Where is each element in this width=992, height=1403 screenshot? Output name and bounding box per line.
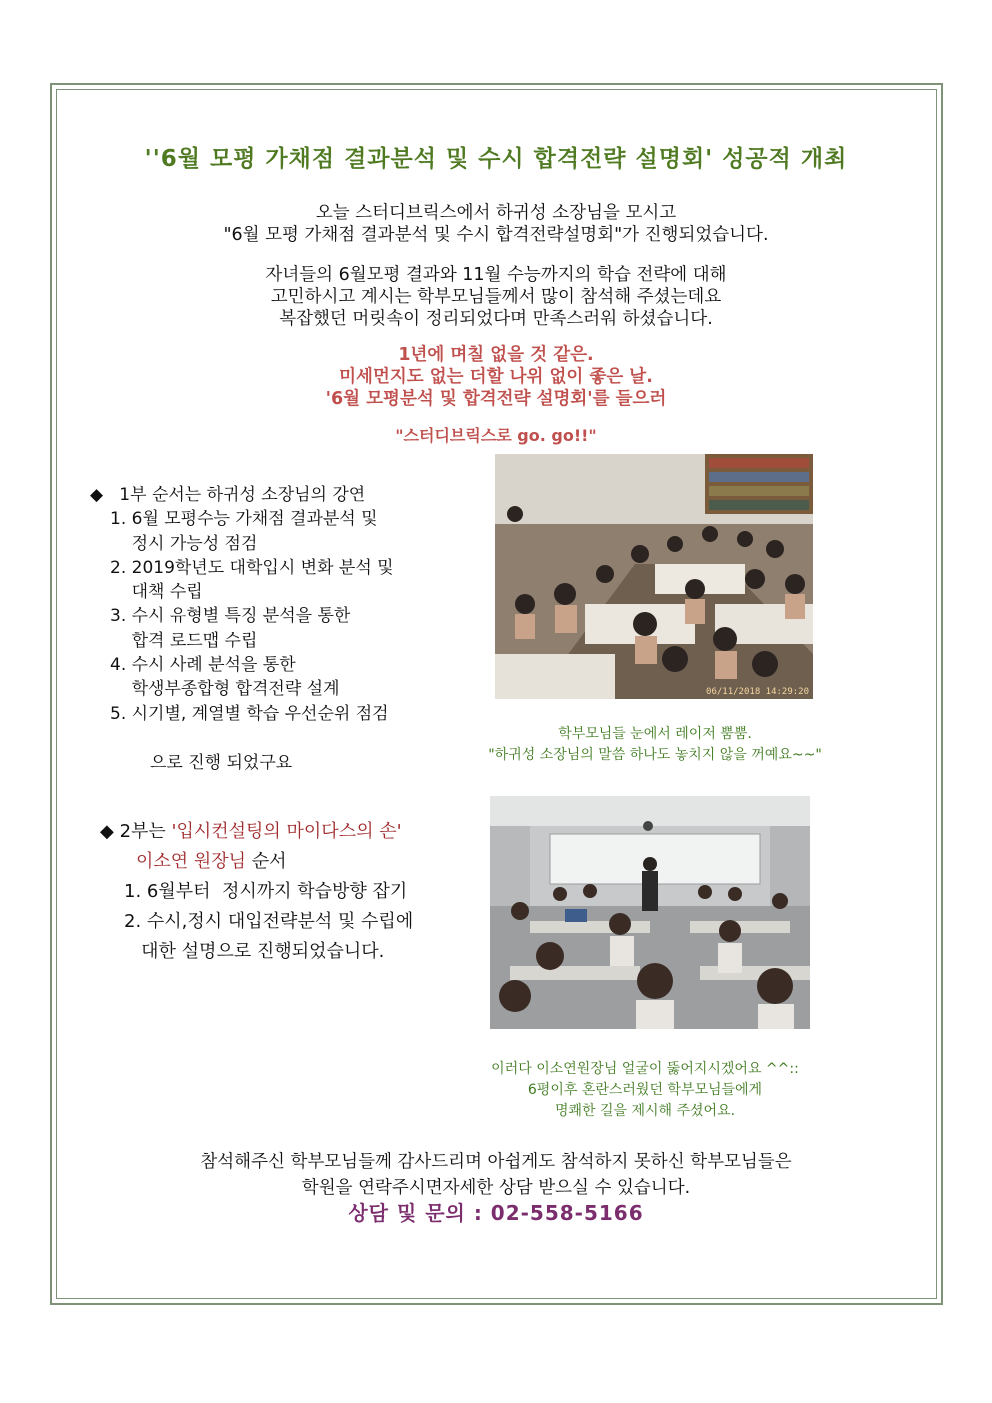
presentation-photo	[490, 796, 810, 1029]
go-slogan: "스터디브릭스로 go. go!!"	[395, 426, 597, 445]
part2-speaker	[100, 847, 413, 877]
description-text	[60, 264, 932, 330]
program-item: 4. 수시 사례 분석을 통한	[110, 655, 296, 676]
lecture-photo	[495, 454, 813, 699]
lecture-photo-illustration	[495, 454, 813, 699]
highlight-text	[60, 344, 932, 410]
program-item: 1. 6월 모평수능 가채점 결과분석 및	[110, 509, 378, 530]
closing-text	[60, 1149, 932, 1201]
presentation-photo-illustration	[490, 796, 810, 1029]
part2-heading-accent: '입시컨설팅의 마이다스의 손'	[171, 821, 402, 842]
caption-line: "하귀성 소장님의 말씀 하나도 놓치지 않을 꺼예요~~"	[488, 747, 822, 763]
part1-program	[90, 483, 394, 726]
part1-heading	[90, 483, 394, 507]
page-title: ''6월 모평 가채점 결과분석 및 수시 합격전략 설명회' 성공적 개최	[144, 146, 848, 172]
caption-line: 이러다 이소연원장님 얼굴이 뚫어지시겠어요 ^^::	[491, 1061, 799, 1077]
program-item: 1. 6월부터 정시까지 학습방향 잡기	[124, 881, 408, 902]
program-item: 정시 가능성 점검	[110, 533, 258, 554]
program-item: 학생부종합형 합격전략 설계	[110, 679, 340, 700]
description-line: 고민하시고 계시는 학부모님들께서 많이 참석해 주셨는데요	[270, 287, 722, 307]
part2-heading-prefix: 2부는	[119, 821, 172, 842]
diamond-bullet-icon: ◆	[90, 485, 104, 505]
diamond-bullet-icon: ◆	[100, 821, 114, 842]
part2-heading	[100, 817, 413, 847]
program-item: 2. 2019학년도 대학입시 변화 분석 및	[110, 557, 394, 578]
highlight-line: 1년에 며칠 없을 것 같은.	[398, 345, 594, 365]
lecture-photo-caption	[465, 724, 845, 766]
intro-text	[60, 202, 932, 246]
part1-closing: 으로 진행 되었구요	[150, 753, 293, 773]
program-item: 2. 수시,정시 대입전략분석 및 수립에	[124, 911, 414, 932]
speaker-name: 이소연 원장님	[136, 851, 247, 872]
speaker-suffix: 순서	[246, 851, 287, 872]
highlight-line: '6월 모평분석 및 합격전략 설명회'를 들으러	[325, 389, 667, 409]
description-line: 복잡했던 머릿속이 정리되었다며 만족스러워 하셨습니다.	[279, 309, 713, 329]
part2-program	[100, 817, 413, 967]
photo-timestamp: 06/11/2018 14:29:20	[706, 687, 809, 697]
program-item: 대책 수립	[110, 582, 203, 603]
program-item: 5. 시기별, 계열별 학습 우선순위 점검	[110, 703, 389, 724]
caption-line: 6평이후 혼란스러웠던 학부모님들에게	[527, 1082, 763, 1098]
closing-line: 학원을 연락주시면자세한 상담 받으실 수 있습니다.	[301, 1178, 691, 1198]
presentation-photo-caption	[460, 1059, 830, 1122]
program-item: 합격 로드맵 수립	[110, 630, 258, 651]
contact-phone[interactable]: 02-558-5166	[490, 1201, 644, 1225]
intro-line: 오늘 스터디브릭스에서 하귀성 소장님을 모시고	[315, 203, 677, 223]
closing-line: 참석해주신 학부모님들께 감사드리며 아쉽게도 참석하지 못하신 학부모님들은	[200, 1152, 792, 1172]
intro-line: "6월 모평 가채점 결과분석 및 수시 합격전략설명회"가 진행되었습니다.	[223, 225, 769, 245]
description-line: 자녀들의 6월모평 결과와 11월 수능까지의 학습 전략에 대해	[265, 265, 727, 285]
highlight-line: 미세먼지도 없는 더할 나위 없이 좋은 날.	[339, 367, 653, 387]
caption-line: 학부모님들 눈에서 레이저 뿜뿜.	[558, 726, 752, 742]
caption-line: 명쾌한 길을 제시해 주셨어요.	[554, 1103, 736, 1119]
contact-label: 상담 및 문의 :	[348, 1201, 491, 1225]
contact-info	[60, 1197, 932, 1226]
part1-heading-text: 1부 순서는 하귀성 소장님의 강연	[119, 485, 366, 505]
program-item: 대한 설명으로 진행되었습니다.	[124, 941, 385, 962]
program-item: 3. 수시 유형별 특징 분석을 통한	[110, 606, 351, 627]
